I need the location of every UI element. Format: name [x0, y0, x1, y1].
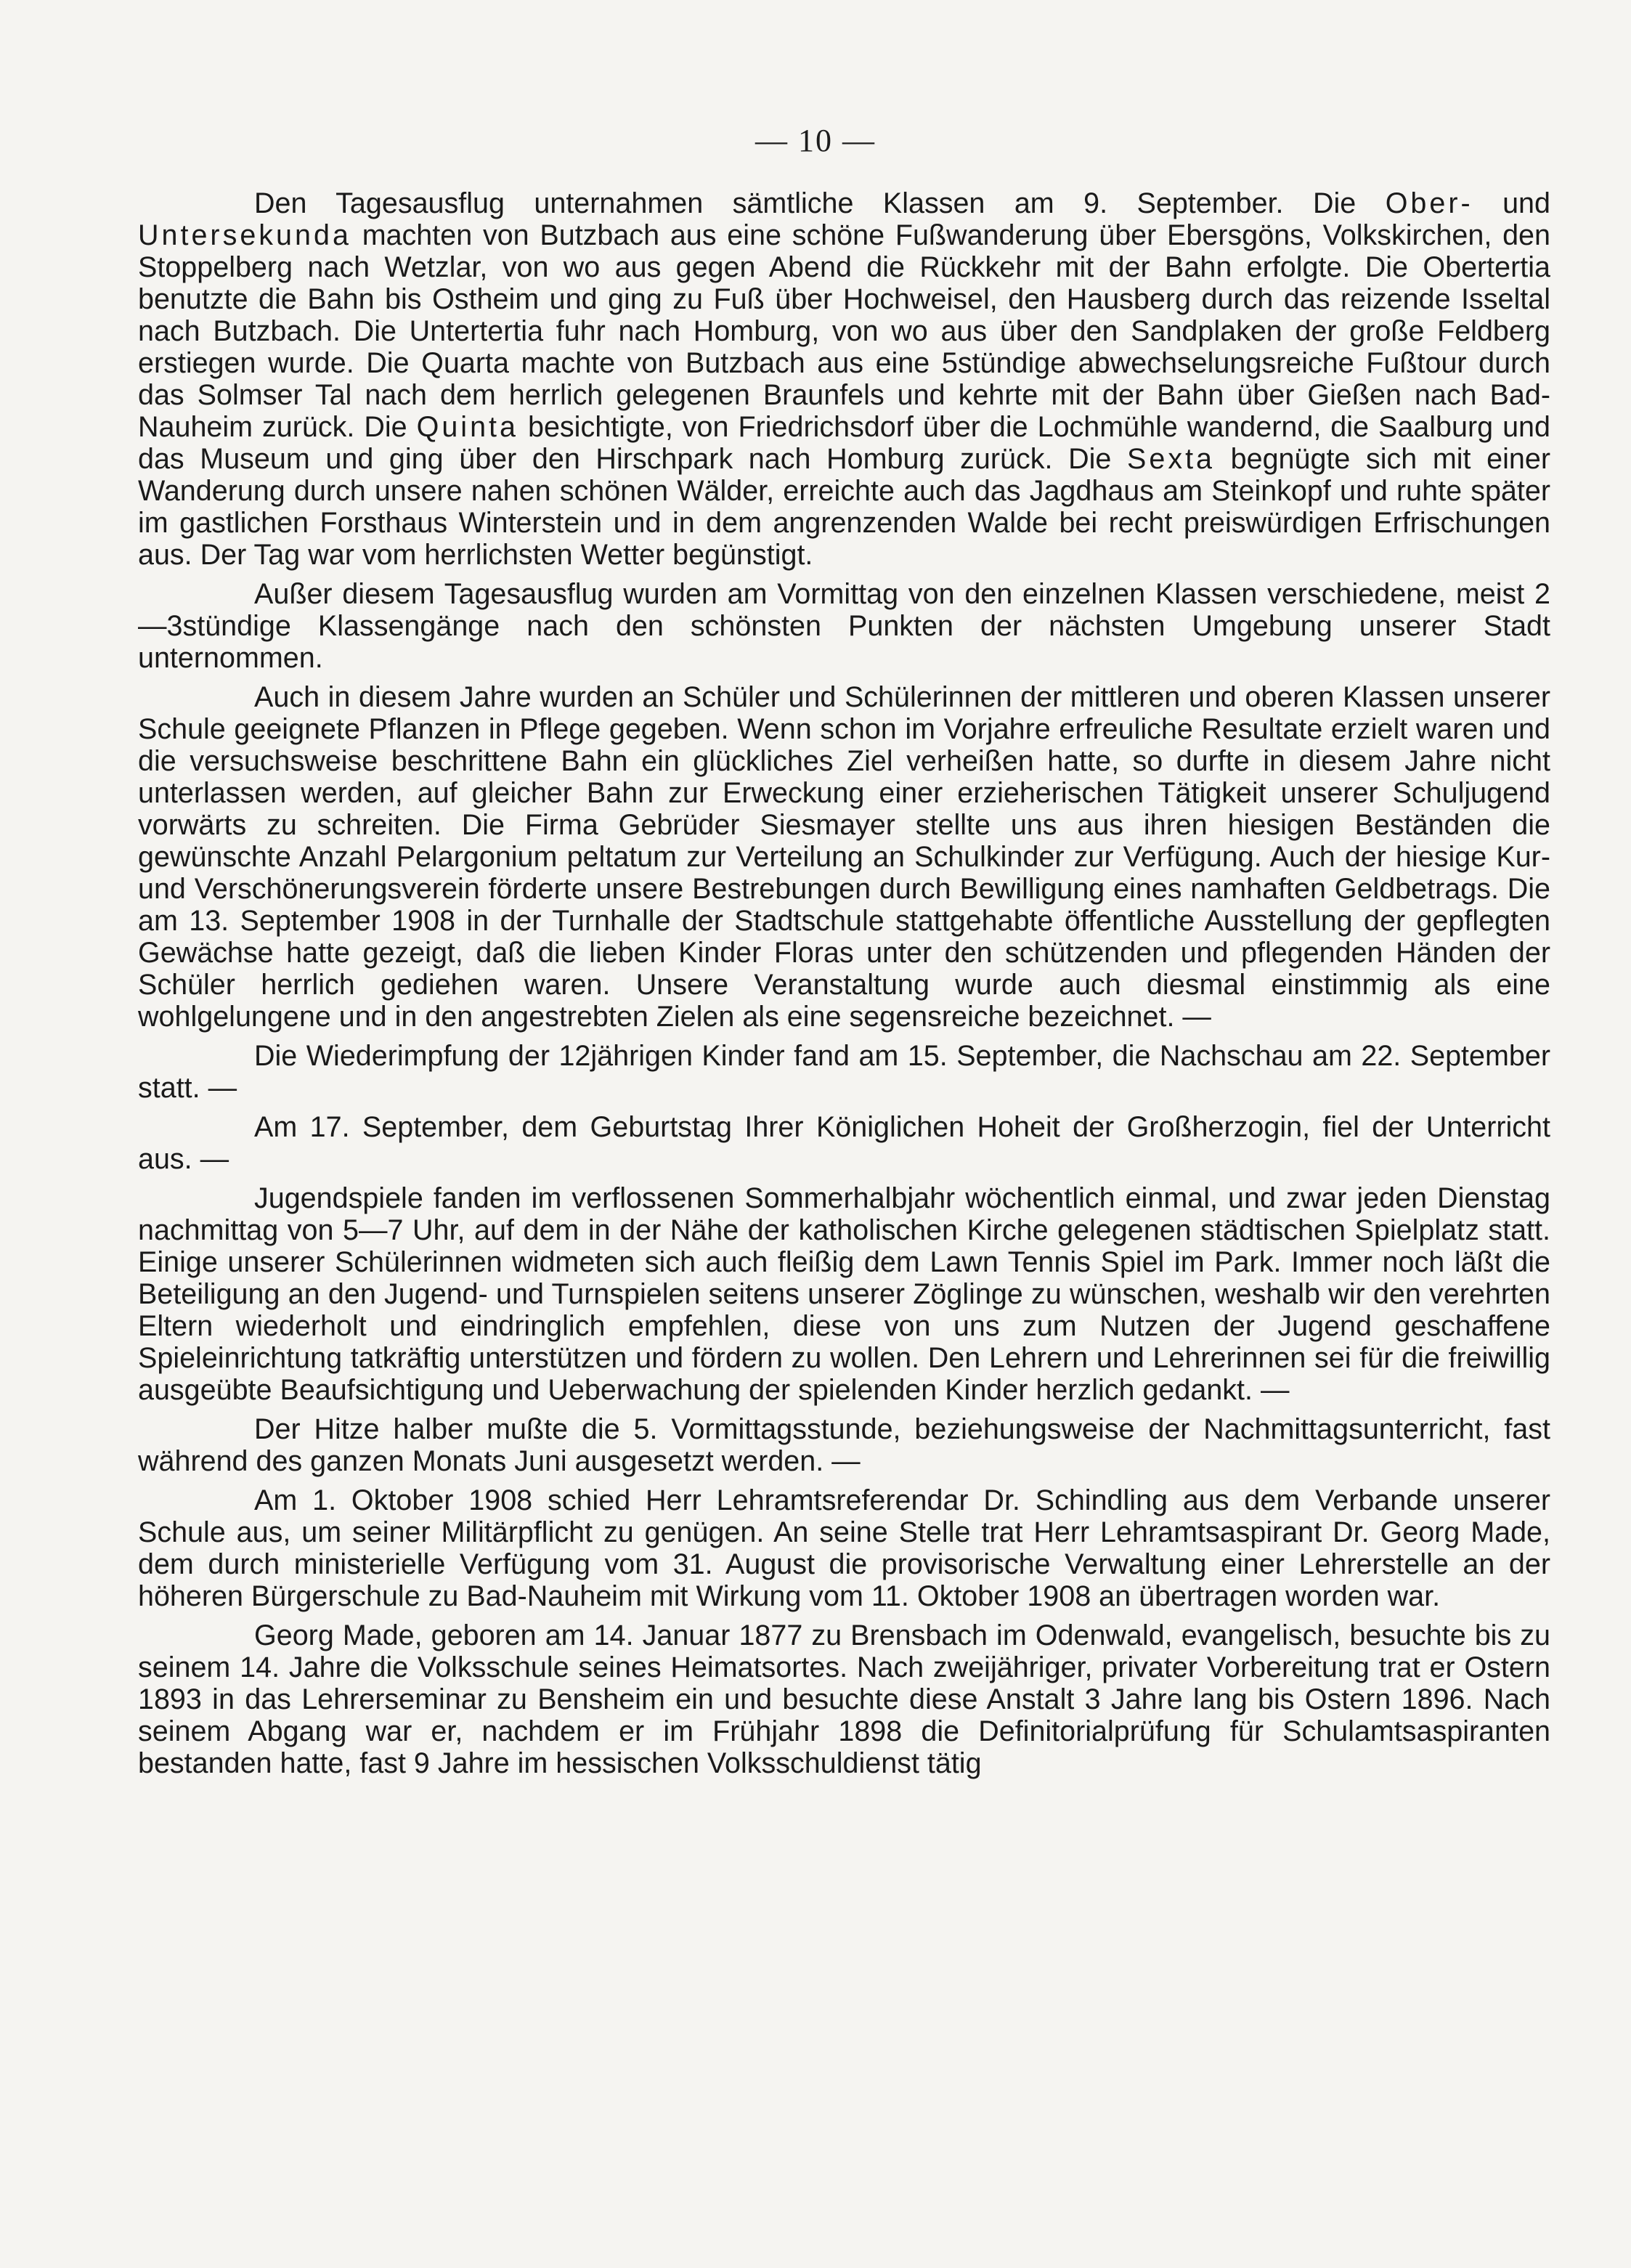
text-segment: Auch in diesem Jahre wurden an Schüler und Schülerinnen der mittleren und oberen Klassen unserer Schule geeignete Pflanzen in Pflege gegeben. Wenn schon im Vorjahre erfreuliche Resultate erzielt waren und die versuchsweise beschrittene Bahn ein glückliches Ziel verheißen hatte, so durfte in diesem Jahre nicht unterlassen werden, auf gleicher Bahn zur Erweckung einer erzieherischen Tätigkeit unserer Schuljugend vorwärts zu schreiten. Die Firma Gebrüder Siesmayer stellte uns aus ihren hiesigen Beständen die gewünschte Anzahl Pelargonium peltatum zur Verteilung an Schulkinder zur Verfügung. Auch der hiesige Kur- und Verschönerungsverein förderte unsere Bestrebungen durch Bewilligung eines namhaften Geldbetrags. Die am 13. September 1908 in der Turnhalle der Stadtschule stattgehabte öffentliche Ausstellung der gepflegten Gewächse hatte gezeigt, daß die lieben Kinder Floras unter den schützenden und pflegenden Händen der Schüler herrlich gediehen waren. Unsere Veranstaltung wurde auch diesmal einstimmig als eine wohlgelungene und in den angestrebten Zielen als eine segensreiche bezeichnet. — [138, 681, 1550, 1033]
text-segment: Georg Made, geboren am 14. Januar 1877 zu Brensbach im Odenwald, evangelisch, besuchte bis zu seinem 14. Jahre die Volksschule seines Heimatsortes. Nach zweijähriger, privater Vorbereitung trat er Ostern 1893 in das Lehrerseminar zu Bensheim ein und besuchte diese Anstalt 3 Jahre lang bis Ostern 1896. Nach seinem Abgang war er, nachdem er im Frühjahr 1898 die Definitorialprüfung für Schulamtsaspiranten bestanden hatte, fast 9 Jahre im hessischen Volksschuldienst tätig [138, 1619, 1550, 1779]
text-segment: Außer diesem Tagesausflug wurden am Vormittag von den einzelnen Klassen verschiedene, meist 2—3stündige Klassengänge nach den schönsten Punkten der nächsten Umgebung unserer Stadt unternommen. [138, 578, 1550, 674]
emphasized-text: Sexta [1127, 443, 1216, 475]
emphasized-text: Ober- [1385, 187, 1473, 219]
paragraph [138, 1040, 1550, 1104]
text-segment: Am 1. Oktober 1908 schied Herr Lehramtsreferendar Dr. Schindling aus dem Verbande unserer Schule aus, um seiner Militärpflicht zu genügen. An seine Stelle trat Herr Lehramtsaspirant Dr. Georg Made, dem durch ministerielle Verfügung vom 31. August die provisorische Verwaltung einer Lehrerstelle an der höheren Bürgerschule zu Bad-Nauheim mit Wirkung vom 11. Oktober 1908 an übertragen worden war. [138, 1484, 1550, 1612]
paragraph [138, 1111, 1550, 1175]
text-segment: besichtigte, von Friedrichsdorf über die Lochmühle wandernd, die Saalburg und das Museum und ging über den Hirschpark nach Homburg zurück. Die [138, 411, 1550, 475]
text-segment: machten von Butzbach aus eine schöne Fußwanderung über Ebersgöns, Volkskirchen, den Stoppelberg nach Wetzlar, von wo aus gegen Abend die Rückkehr mit der Bahn erfolgte. Die Obertertia benutzte die Bahn bis Ostheim und ging zu Fuß über Hochweisel, den Hausberg durch das reizende Isseltal nach Butzbach. Die Untertertia fuhr nach Homburg, von wo aus über den Sandplaken der große Feldberg erstiegen wurde. Die Quarta machte von Butzbach aus eine 5stündige abwechselungsreiche Fußtour durch das Solmser Tal nach dem herrlich gelegenen Braunfels und kehrte mit der Bahn über Gießen nach Bad-Nauheim zurück. Die [138, 219, 1550, 443]
emphasized-text: Untersekunda [138, 219, 351, 251]
text-segment: Der Hitze halber mußte die 5. Vormittagsstunde, beziehungsweise der Nachmittagsunterricht, fast während des ganzen Monats Juni ausgesetzt werden. — [138, 1413, 1550, 1477]
paragraph [138, 1619, 1550, 1779]
paragraph [138, 578, 1550, 674]
paragraph [138, 1182, 1550, 1406]
paragraph [138, 681, 1550, 1033]
text-segment: Am 17. September, dem Geburtstag Ihrer Königlichen Hoheit der Großherzogin, fiel der Unterricht aus. — [138, 1111, 1550, 1175]
body-text [138, 187, 1550, 1787]
page-number: — 10 — [755, 123, 876, 158]
emphasized-text: Quinta [416, 411, 518, 443]
paragraph [138, 1413, 1550, 1477]
text-segment: begnügte sich mit einer Wanderung durch unsere nahen schönen Wälder, erreichte auch das Jagdhaus am Steinkopf und ruhte später im gastlichen Forsthaus Winterstein und in dem angrenzenden Walde bei recht preiswürdigen Erfrischungen aus. Der Tag war vom herrlichsten Wetter begünstigt. [138, 443, 1550, 571]
paragraph [138, 187, 1550, 571]
text-segment: Jugendspiele fanden im verflossenen Sommerhalbjahr wöchentlich einmal, und zwar jeden Dienstag nachmittag von 5—7 Uhr, auf dem in der Nähe der katholischen Kirche gelegenen städtischen Spielplatz statt. Einige unserer Schülerinnen widmeten sich auch fleißig dem Lawn Tennis Spiel im Park. Immer noch läßt die Beteiligung an den Jugend- und Turnspielen seitens unserer Zöglinge zu wünschen, weshalb wir den verehrten Eltern wiederholt und eindringlich empfehlen, diese von uns zum Nutzen der Jugend geschaffene Spieleinrichtung tatkräftig unterstützen und fördern zu wollen. Den Lehrern und Lehrerinnen sei für die freiwillig ausgeübte Beaufsichtigung und Ueberwachung der spielenden Kinder herzlich gedankt. — [138, 1182, 1550, 1406]
text-segment: Den Tagesausflug unternahmen sämtliche Klassen am 9. September. Die [254, 187, 1386, 219]
text-segment: Die Wiederimpfung der 12jährigen Kinder fand am 15. September, die Nachschau am 22. September statt. — [138, 1040, 1550, 1104]
paragraph [138, 1484, 1550, 1612]
text-segment: und [1473, 187, 1550, 219]
